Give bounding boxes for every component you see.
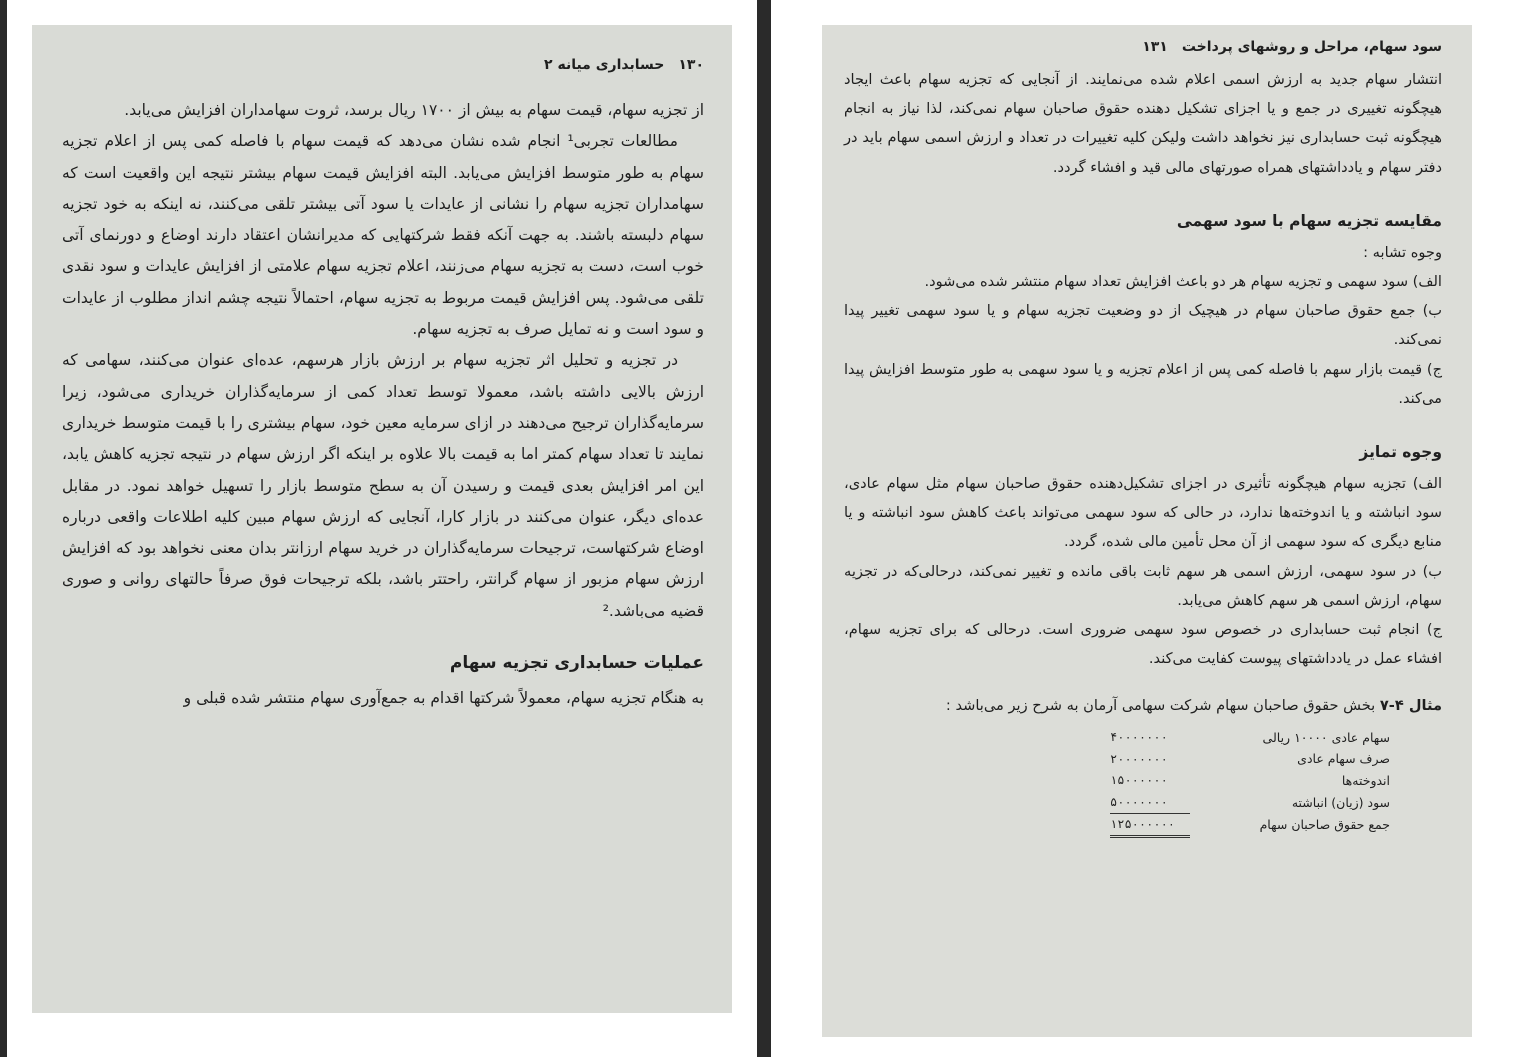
paragraph: مطالعات تجربی¹ انجام شده نشان می‌دهد که قیمت سهام با فاصله کمی پس از اعلام تجزیه سهام به طور متوسط افزایش می‌یابد. البته افزایش قیمت سهام بیشتر نتیجه این واقعیت است که سهامداران تجزیه سهام را نشانی از عایدات یا سود آتی بیشتر تلقی می‌کنند، نه اینکه به خود تجزیه سهام دلبسته باشند. به جهت آنکه فقط شرکتهایی که مدیرانشان اعتقاد دارند اوضاع و دورنمای آتی خوب است، دست به تجزیه سهام می‌زنند، اعلام تجزیه سهام علامتی از افزایش عایدات و سود نقدی تلقی می‌شود. پس افزایش قیمت مربوط به تجزیه سهام، احتمالاً نتیجه چشم انداز مطلوب از عایدات و سود است و نه تمایل صرف به تجزیه سهام. [62,132,704,339]
list-item: ب) در سود سهمی، ارزش اسمی هر سهم ثابت باقی مانده و تغییر نمی‌کند، درحالی‌که در تجزیه سهام، ارزش اسمی هر سهم کاهش می‌یابد. [844,562,1442,609]
example-text: بخش حقوق صاحبان سهام شرکت سهامی آرمان به شرح زیر می‌باشد : [945,697,1376,715]
table-row [1110,748,1390,770]
table-row [1110,770,1390,792]
section-heading: وجوه تمایز [1359,443,1442,462]
page-number: ۱۳۰ [678,57,704,73]
list-item: الف) سود سهمی و تجزیه سهام هر دو باعث افزایش تعداد سهام منتشر شده می‌شود. [924,273,1442,291]
section-heading: عملیات حسابداری تجزیه سهام [449,653,704,674]
row-label: اندوخته‌ها [1341,772,1390,788]
list-item: ب) جمع حقوق صاحبان سهام در هیچیک از دو وضعیت تجزیه سهام و یا سود سهمی تغییر پیدا نمی‌کند. [844,302,1442,349]
paragraph: در تجزیه و تحلیل اثر تجزیه سهام بر ارزش بازار هرسهم، عده‌ای عنوان می‌کنند، سهامی که ارزش بالایی داشته باشد، معمولا توسط تعداد کمی از سرمایه‌گذاران خریداری می‌شود، زیرا سرمایه‌گذاران ترجیح می‌دهند در ازای سرمایه معین خود، سهام بیشتری را با قیمت متوسط خریداری نمایند تا تعداد سهام کمتر اما به قیمت بالا علاوه بر اینکه اگر ارزش سهام در نتیجه تجزیه کاهش یابد، این امر افزایش بعدی قیمت و رسیدن آن به سطح متوسط بازار را تسهیل خواهد نمود. در مقابل عده‌ای دیگر، عنوان می‌کنند در بازار کارا، آنجایی که ارزش سهام مبین کلیه اطلاعات واقعی درباره اوضاع شرکتهاست، ترجیحات سرمایه‌گذاران در خرید سهام ارزانتر بدان معنی نخواهد بود که افزایش ارزش سهام مزبور از سهام گرانتر، راحتتر باشد، بلکه ترجیحات فوق صرفاً حالتهای روانی و صوری قضیه می‌باشد.² [62,351,704,620]
example-intro [844,691,1442,720]
list-item: الف) تجزیه سهام هیچگونه تأثیری در اجزای تشکیل‌دهنده حقوق صاحبان سهام مثل سهام عادی، سود انباشته و یا اندوخته‌ها ندارد، در حالی که سود سهمی می‌تواند باعث کاهش سود انباشته و یا منابع دیگری که سود سهمی از آن محل تأمین مالی شده، گردد. [844,475,1442,551]
row-amount: ۱۲۵۰۰۰۰۰۰ [1110,813,1190,837]
section-heading: مقایسه تجزیه سهام با سود سهمی [1176,211,1442,230]
row-amount: ۱۵۰۰۰۰۰۰ [1110,773,1168,788]
equity-table [1110,727,1390,839]
paragraph: انتشار سهام جدید به ارزش اسمی اعلام شده می‌نمایند. از آنجایی که تجزیه سهام باعث ایجاد هیچگونه تغییری در جمع و یا اجزای تشکیل دهنده حقوق صاحبان سهام نمی‌کند، لذا نیاز به انجام هیچگونه ثبت حسابداری نیز نخواهد داشت ولیکن کلیه تغییرات در تعداد و ارزش اسمی سهام باید در دفتر سهام و یادداشتهای همراه صورتهای مالی قید و افشاء گردد. [844,71,1442,176]
center-binding-divider [757,0,771,1057]
row-label: جمع حقوق صاحبان سهام [1259,817,1390,833]
row-label: سهام عادی ۱۰۰۰۰ ریالی [1262,729,1390,745]
page-130 [32,25,732,1013]
running-title: سود سهام، مراحل و روشهای پرداخت [1181,39,1442,55]
running-header-right [844,39,1442,55]
example-label: مثال ۴-۷ [1379,697,1442,715]
row-amount: ۲۰۰۰۰۰۰۰ [1110,751,1168,766]
page-number: ۱۳۱ [1142,39,1168,55]
row-amount: ۴۰۰۰۰۰۰۰ [1110,730,1168,745]
page-131 [822,25,1472,1037]
row-amount: ۵۰۰۰۰۰۰۰ [1110,791,1190,813]
paragraph: به هنگام تجزیه سهام، معمولاً شرکتها اقدام به جمع‌آوری سهام منتشر شده قبلی و [183,689,704,708]
subheading: وجوه تشابه : [1363,243,1442,261]
paragraph: از تجزیه سهام، قیمت سهام به بیش از ۱۷۰۰ ریال برسد، ثروت سهامداران افزایش می‌یابد. [124,101,704,119]
table-row [1110,791,1390,813]
list-item: ج) قیمت بازار سهم با فاصله کمی پس از اعلام تجزیه و یا سود سهمی به طور متوسط افزایش پیدا می‌کند. [844,360,1442,407]
table-row [1110,727,1390,749]
row-label: سود (زیان) انباشته [1291,794,1390,810]
row-label: صرف سهام عادی [1297,751,1390,767]
running-header-left [62,57,704,73]
table-total-row [1110,813,1390,837]
left-scan-border [0,0,7,1057]
running-title: حسابداری میانه ۲ [544,57,665,73]
list-item: ج) انجام ثبت حسابداری در خصوص سود سهمی ضروری است. درحالی که برای تجزیه سهام، افشاء عمل در یادداشتهای پیوست کفایت می‌کند. [844,621,1442,668]
